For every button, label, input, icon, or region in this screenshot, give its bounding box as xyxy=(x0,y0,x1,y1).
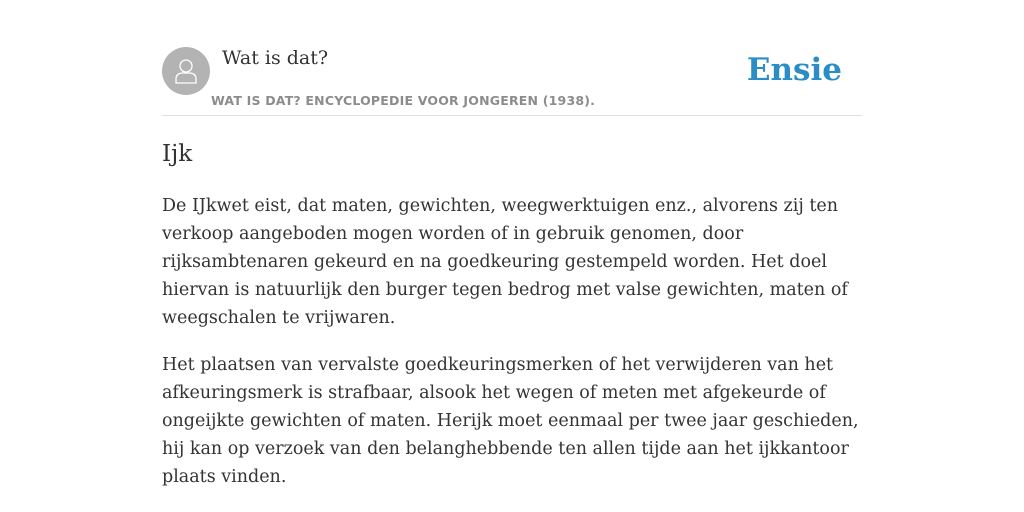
user-icon xyxy=(171,56,201,86)
header-divider xyxy=(162,115,862,116)
entry-paragraph: De IJkwet eist, dat maten, gewichten, weegwerktuigen enz., alvorens zij ten verkoop aangeboden mogen worden of in gebruik genomen, door rijksambtenaren gekeurd en na goedkeuring gestempeld worden. Het doel hiervan is natuurlijk den burger tegen bedrog met valse gewichten, maten of weegschalen te vrijwaren. xyxy=(162,196,848,328)
source-subtitle[interactable]: WAT IS DAT? ENCYCLOPEDIE VOOR JONGEREN (1938). xyxy=(211,93,596,108)
entry-body xyxy=(162,192,862,510)
ensie-logo[interactable]: Ensie xyxy=(746,52,842,88)
entry-title: Ijk xyxy=(162,141,193,167)
source-name[interactable]: Wat is dat? xyxy=(222,47,329,69)
avatar xyxy=(162,47,210,95)
entry-paragraph: Het plaatsen van vervalste goedkeuringsmerken of het verwijderen van het afkeuringsmerk is strafbaar, alsook het wegen of meten met afgekeurde of ongeijkte gewichten of maten. Herijk moet eenmaal per twee jaar geschieden, hij kan op verzoek van den belanghebbende ten allen tijde aan het ijkkantoor plaats vinden. xyxy=(162,355,859,487)
